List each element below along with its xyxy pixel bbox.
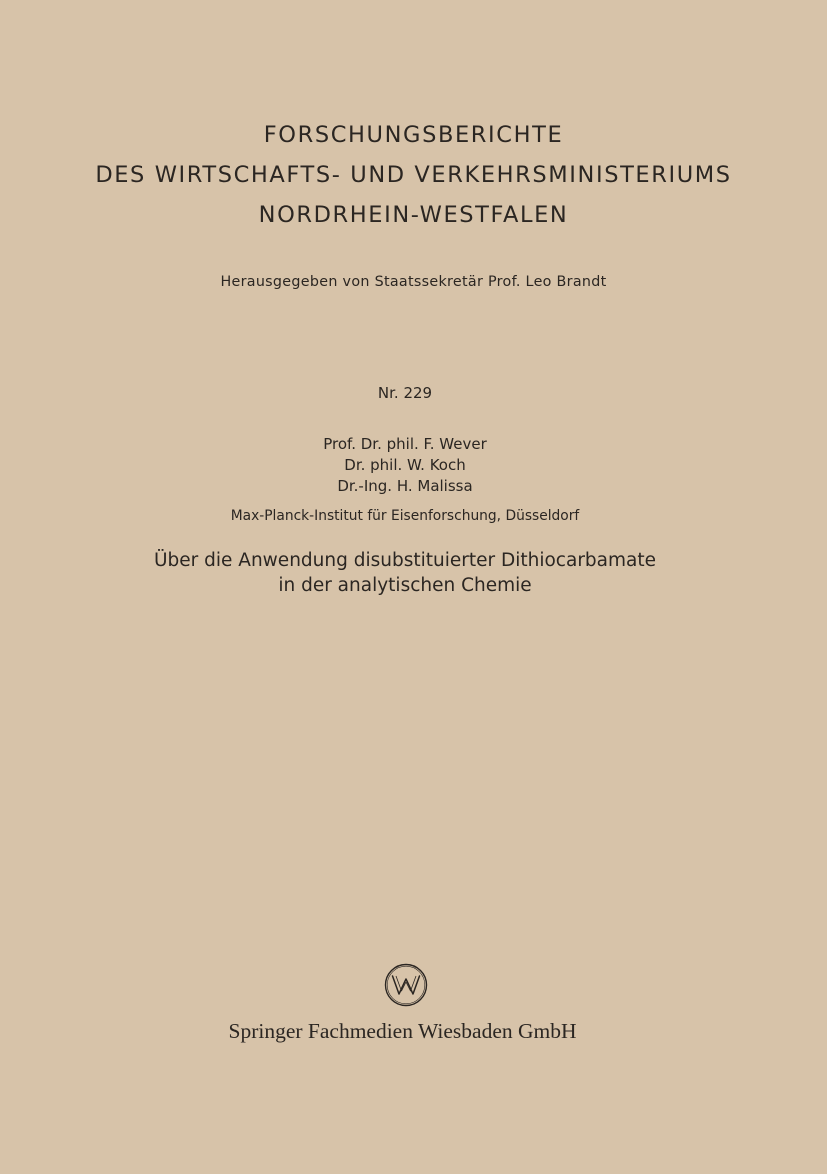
- institute: Max-Planck-Institut für Eisenforschung, Düsseldorf: [230, 508, 580, 524]
- book-title: [0, 548, 810, 598]
- publisher-name: Springer Fachmedien Wiesbaden GmbH: [228, 1019, 577, 1043]
- publisher-w-logo-icon: [384, 963, 428, 1007]
- series-title-line-1: FORSCHUNGSBERICHTE: [263, 122, 564, 148]
- series-title: [0, 115, 827, 235]
- author-3: Dr.-Ing. H. Malissa: [337, 477, 473, 495]
- series-title-line-3: NORDRHEIN-WESTFALEN: [258, 202, 569, 228]
- editor-credit: Herausgegeben von Staatssekretär Prof. Leo Brandt: [220, 274, 607, 290]
- book-title-line-2: in der analytischen Chemie: [278, 575, 532, 596]
- series-title-line-2: DES WIRTSCHAFTS- UND VERKEHRSMINISTERIUMS: [95, 162, 732, 188]
- book-title-line-1: Über die Anwendung disubstituierter Dithiocarbamate: [154, 550, 656, 571]
- volume-number: Nr. 229: [377, 384, 433, 402]
- author-list: [0, 434, 810, 497]
- author-1: Prof. Dr. phil. F. Wever: [323, 435, 487, 453]
- author-2: Dr. phil. W. Koch: [344, 456, 466, 474]
